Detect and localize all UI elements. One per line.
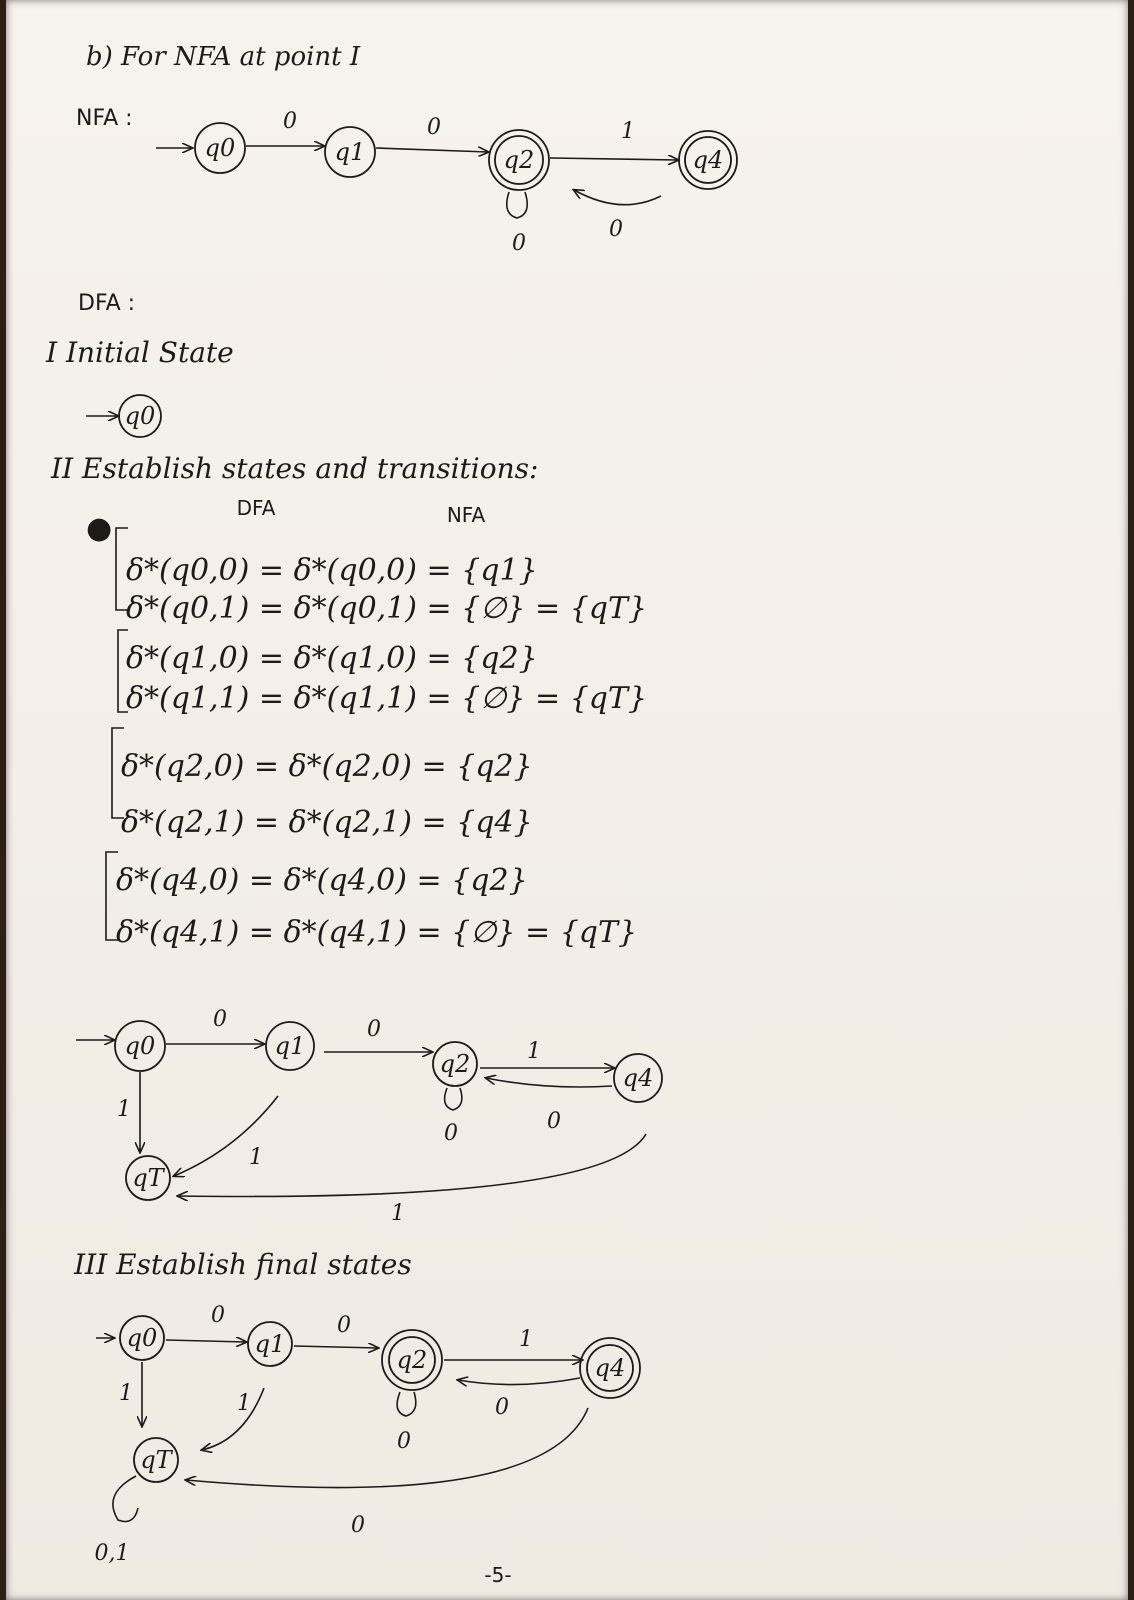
transition-label: 0 <box>427 115 441 140</box>
transition-label: 1 <box>621 119 635 144</box>
dfa-label: DFA : <box>78 291 136 316</box>
state-label: q2 <box>396 1346 428 1374</box>
transition-equation: δ*(q2,1) = δ*(q2,1) = {q4} <box>121 805 533 840</box>
transition-arrow <box>458 1378 580 1385</box>
state-label: qT <box>132 1164 164 1192</box>
dfa-diagram <box>76 1007 662 1226</box>
transition-equation: δ*(q4,0) = δ*(q4,0) = {q2} <box>116 863 528 898</box>
transition-label: 0 <box>397 1429 411 1454</box>
step-3-heading: III Establish final states <box>74 1248 412 1281</box>
transition-label: 0 <box>213 1007 227 1032</box>
transition-arrow <box>486 1078 612 1087</box>
state-label: q0 <box>204 134 236 162</box>
self-loop <box>445 1088 462 1110</box>
state-label: qT <box>140 1446 172 1474</box>
transition-equation: δ*(q1,0) = δ*(q1,0) = {q2} <box>126 641 538 676</box>
step-1-heading: I Initial State <box>46 336 234 369</box>
handwritten-notes <box>6 0 1128 1600</box>
state-label: q0 <box>124 402 156 430</box>
state-label: q4 <box>594 1354 626 1382</box>
transition-equation: δ*(q1,1) = δ*(q1,1) = {∅} = {qT} <box>126 681 648 716</box>
transition-equation: δ*(q0,0) = δ*(q0,0) = {q1} <box>126 553 538 588</box>
transition-label: 1 <box>237 1391 251 1416</box>
transition-arrow <box>574 190 661 205</box>
transition-label: 0 <box>211 1303 225 1328</box>
transition-equation: δ*(q4,1) = δ*(q4,1) = {∅} = {qT} <box>116 915 638 950</box>
transition-label: 1 <box>527 1039 541 1064</box>
pen-mark: ● <box>86 511 113 546</box>
state-label: q1 <box>274 1032 306 1060</box>
transition-equations <box>86 511 647 950</box>
transition-arrow <box>166 1340 246 1342</box>
transition-label: 1 <box>249 1145 263 1170</box>
state-label: q4 <box>622 1064 654 1092</box>
transition-arrow <box>376 148 488 152</box>
transition-label: 0 <box>547 1109 561 1134</box>
transition-equation: δ*(q2,0) = δ*(q2,0) = {q2} <box>121 749 533 784</box>
transition-label: 0,1 <box>94 1541 130 1566</box>
transition-label: 0 <box>495 1395 509 1420</box>
transition-arrow <box>294 1346 378 1348</box>
self-loop <box>113 1476 138 1522</box>
transition-label: 0 <box>367 1017 381 1042</box>
column-header-nfa: NFA <box>446 503 486 527</box>
transition-label: 1 <box>117 1097 131 1122</box>
state-label: q0 <box>126 1324 158 1352</box>
page-number: -5- <box>484 1563 512 1587</box>
nfa-diagram <box>156 109 737 256</box>
transition-label: 1 <box>391 1201 405 1226</box>
heading: b) For NFA at point I <box>86 42 361 72</box>
state-label: q2 <box>503 146 535 174</box>
transition-label: 1 <box>519 1327 533 1352</box>
transition-label: 0 <box>337 1313 351 1338</box>
transition-label: 0 <box>609 217 623 242</box>
notebook-page <box>6 0 1128 1600</box>
state-label: q0 <box>124 1032 156 1060</box>
column-header-dfa: DFA <box>236 496 276 520</box>
transition-label: 0 <box>283 109 297 134</box>
transition-label: 0 <box>444 1121 458 1146</box>
transition-equation: δ*(q0,1) = δ*(q0,1) = {∅} = {qT} <box>126 591 648 626</box>
final-dfa-diagram <box>95 1303 641 1566</box>
self-loop <box>397 1392 416 1416</box>
transition-arrow <box>202 1388 264 1450</box>
state-label: q1 <box>334 138 366 166</box>
state-label: q1 <box>254 1330 286 1358</box>
transition-label: 0 <box>351 1513 365 1538</box>
initial-state-diagram <box>86 395 161 437</box>
state-label: q2 <box>439 1050 471 1078</box>
self-loop <box>507 192 527 218</box>
transition-label: 1 <box>119 1381 133 1406</box>
state-label: q4 <box>692 146 724 174</box>
transition-label: 0 <box>512 231 526 256</box>
nfa-label: NFA : <box>76 106 133 131</box>
step-2-heading: II Establish states and transitions: <box>51 452 539 485</box>
transition-arrow <box>550 158 678 160</box>
